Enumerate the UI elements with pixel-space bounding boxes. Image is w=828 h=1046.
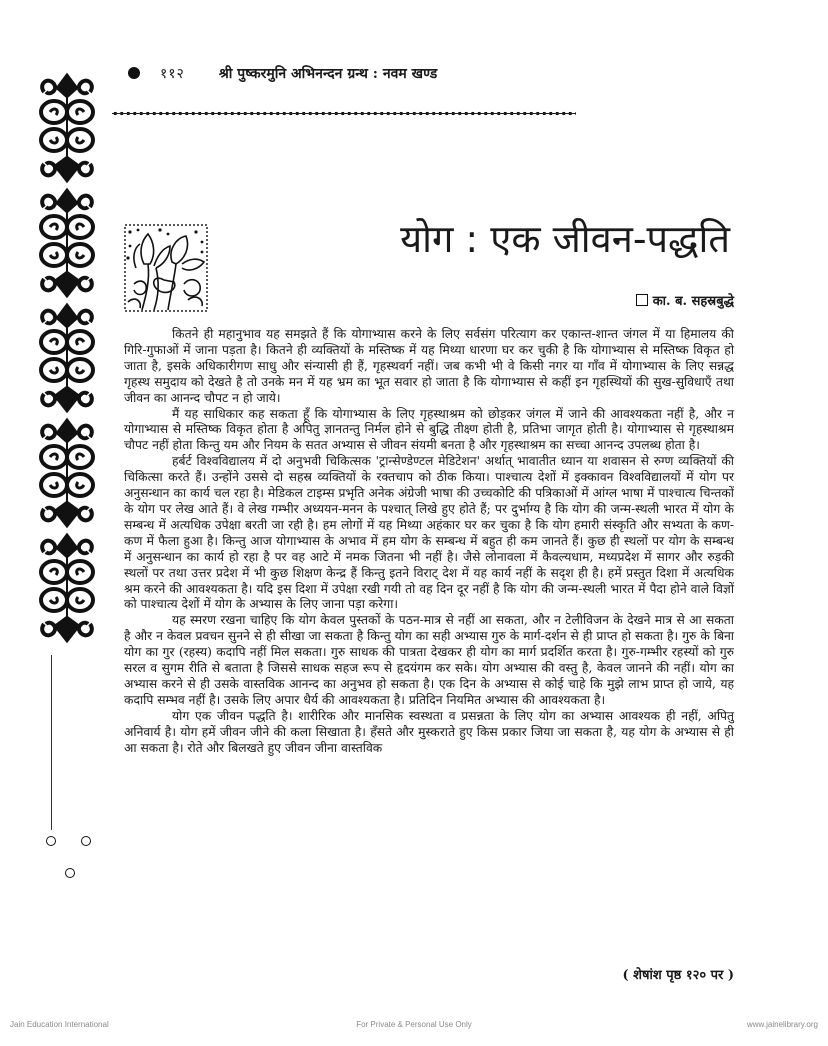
margin-line [51,655,52,830]
paragraph: मैं यह साधिकार कह सकता हूँ कि योगाभ्यास के लिए गृहस्थाश्रम को छोड़कर जंगल में जाने की आवश्यकता नहीं है, और न योगाभ्यास से मस्तिष्क विकृत होता है अपितु ज्ञानतन्तु निर्मल होने से बुद्धि तीक्ष्ण होती है, प्रतिभा जागृत होती है। योगाभ्यास से गृहस्थाश्रम चौपट नहीं होता किन्तु यम और नियम के सतत अभ्यास से जीवन संयमी बनता है और गृहस्थाश्रम का सच्चा आनन्द उपलब्ध होता है। [124,406,734,453]
page-header [128,62,437,84]
footer-publisher: Jain Education International [10,1020,109,1029]
ornament-motif-icon [36,187,98,299]
ornament-motif-icon [36,417,98,529]
lotus-illustration-icon [124,224,208,312]
binder-hole-icon [46,836,56,846]
footer-website-link[interactable]: www.jainelibrary.org [747,1020,818,1029]
article-title: योग : एक जीवन-पद्धति [400,217,730,261]
continuation-note: ( शेषांश पृष्ठ १२० पर ) [622,968,734,983]
binder-hole-icon [81,836,91,846]
paragraph: कितने ही महानुभाव यह समझते हैं कि योगाभ्यास करने के लिए सर्वसंग परित्याग कर एकान्त-शान्त जंगल में या हिमालय की गिरि-गुफाओं में जाना पड़ता है। कितने ही व्यक्तियों के मस्तिष्क में यह मिथ्या धारणा घर कर चुकी है कि योगाभ्यास से मस्तिष्क विकृत हो जाता है, इसके अधिकारीगण साधु और संन्यासी ही हैं, गृहस्थवर्ग नहीं। जब कभी भी वे किसी नगर या गाँव में योगाभ्यास के लिए सन्नद्ध गृहस्थ समुदाय को देखते है तो उनके मन में यह भ्रम का भूत सवार हो जाता है कि योगाभ्यास से कहीं इन गृहस्थियों की सुख-सुविधाएँ तथा जीवन का आनन्द चौपट न हो जाये। [124,327,734,405]
checkbox-square-icon [636,294,648,306]
ornament-motif-icon [36,72,98,184]
ornament-border [36,72,98,647]
ornament-motif-icon [36,302,98,414]
header-dotted-rule [112,111,576,116]
page-footer [0,1020,828,1034]
footer-usage-note: For Private & Personal Use Only [356,1020,472,1029]
ornament-motif-icon [36,532,98,644]
article-body [124,327,734,756]
running-head: श्री पुष्करमुनि अभिनन्दन ग्रन्थ : नवम खण्ड [218,65,438,82]
author-byline [560,291,734,309]
page-number: ११२ [160,65,185,82]
paragraph: हर्बर्ट विश्वविद्यालय में दो अनुभवी चिकित्सक 'ट्रान्सेण्डेण्टल मेडिटेशन' अर्थात् भावातीत ध्यान या शवासन से रुग्ण व्यक्तियों की चिकित्सा करते हैं। उन्होंने उससे दो सहस्र व्यक्तियों के रक्तचाप को ठीक किया। पाश्चात्य देशों में इक्कावन विश्वविद्यालयों में योग पर अनुसन्धान का कार्य चल रहा है। मेडिकल टाइम्स प्रभृति अनेक अंग्रेजी भाषा की उच्चकोटि की पत्रिकाओं में आंग्ल भाषा में पाश्चात्य चिन्तकों के योग पर लेख आते हैं। वे लेख गम्भीर अध्ययन-मनन के पश्चात् लिखे हुए होते हैं; पर दुर्भाग्य है कि योग की जन्म-स्थली भारत में योग के सम्बन्ध में अत्यधिक उपेक्षा बरती जा रही है। हम लोगों में यह मिथ्या अहंकार घर कर चुका है कि योग हमारी संस्कृति और सभ्यता के कण-कण में फैला हुआ है। किन्तु आज योगाभ्यास के अभाव में हम योग के सम्बन्ध में बहुत ही कम जानते हैं। कुछ ही स्थलों पर योग के सम्बन्ध में अनुसन्धान का कार्य हो रहा है पर वह आटे में नमक जितना भी नहीं है। जैसे लोनावला में कैवल्यधाम, मध्यप्रदेश में सागर और रुड़की स्थलों पर तथा उत्तर प्रदेश में भी कुछ शिक्षण केन्द्र हैं किन्तु इतने विराट् देश में यह कार्य नहीं के सदृश ही है। हमें प्रस्तुत दिशा में अत्यधिक श्रम करने की आवश्यकता है। यदि इस दिशा में उपेक्षा रखी गयी तो वह दिन दूर नहीं है कि योग की जन्म-स्थली भारत में पैदा होने वाले विज्ञों को पाश्चात्य देशों में योग के अभ्यास के लिए जाना पड़ा करेगा। [124,454,734,612]
binder-hole-icon [65,868,75,878]
paragraph: यह स्मरण रखना चाहिए कि योग केवल पुस्तकों के पठन-मात्र से नहीं आ सकता, और न टेलीविजन के देखने मात्र से आ सकता है और न केवल प्रवचन सुनने से ही सीखा जा सकता है किन्तु योग का सही अभ्यास गुरु के मार्ग-दर्शन से ही प्राप्त हो सकता है। गुरु के बिना योग का गुर (रहस्य) कदापि नहीं मिल सकता। गुरु साधक की पात्रता देखकर ही योग का मार्ग प्रदर्शित करता है। गुरु-गम्भीर रहस्यों को गुरु सरल व सुगम रीति से बताता है जिससे साधक सहज रूप से हृदयंगम कर सके। योग अभ्यास की वस्तु है, केवल जानने की नहीं। योग का अभ्यास करने से ही उसके वास्तविक आनन्द का अनुभव हो सकता है। एक दिन के अभ्यास से कोई चाहे कि मुझे लाभ प्राप्त हो जाये, यह कदापि सम्भव नहीं है। उसके लिए अपार धैर्य की आवश्यकता है। प्रतिदिन नियमित अभ्यास की आवश्यकता है। [124,613,734,707]
paragraph: योग एक जीवन पद्धति है। शारीरिक और मानसिक स्वस्थता व प्रसन्नता के लिए योग का अभ्यास आवश्यक ही नहीं, अपितु अनिवार्य है। योग हमें जीवन जीने की कला सिखाता है। हँसते और मुस्कराते हुए किस प्रकार जिया जा सकता है, यह योग के अभ्यास से ही आ सकता है। रोते और बिलखते हुए जीवन जीना वास्तविक [124,708,734,755]
author-name: का. ब. सहस्रबुद्धे [652,294,734,309]
bullet-dot-icon [128,67,140,79]
